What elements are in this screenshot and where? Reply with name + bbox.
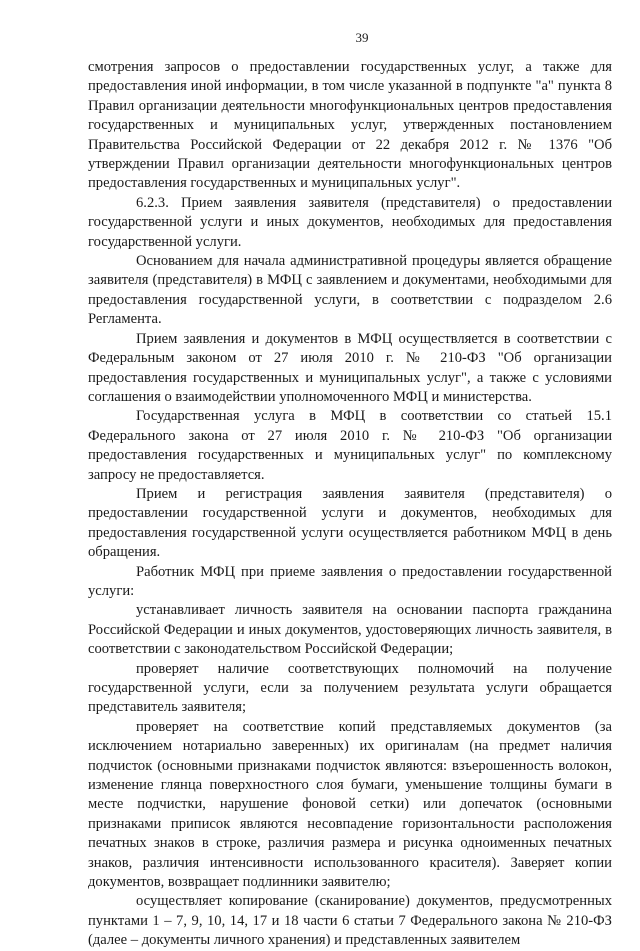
paragraph: проверяет на соответствие копий представляемых документов (за исключением нотариально заверенных) их оригиналам (на предмет наличия подчисток (основными признаками подчисток являются: взъерошенность волокон, изменение глянца поверхностного слоя бумаги, уменьшение толщины бумаги в месте подчистки, нарушение фоновой сетки) или допечаток (основными признаками приписок являются несовпадение горизонтальности расположения печатных знаков в строке, различия размера и рисунка одноименных печатных знаков, различия интенсивности использованного красителя). Заверяет копии документов, возвращает подлинники заявителю; xyxy=(88,718,612,891)
paragraph: устанавливает личность заявителя на основании паспорта гражданина Российской Федерации и иных документов, удостоверяющих личность заявителя, в соответствии с законодательством Российской Федерации; xyxy=(88,602,612,658)
paragraph: Прием заявления и документов в МФЦ осуществляется в соответствии с Федеральным законом от 27 июля 2010 г. № 210-ФЗ "Об организации предоставления государственных и муниципальных услуг", а также с условиями соглашения о взаимодействии уполномоченного МФЦ и министерства. xyxy=(88,330,612,405)
paragraph: проверяет наличие соответствующих полномочий на получение государственной услуги, если за получением результата услуги обращается представитель заявителя; xyxy=(88,660,612,716)
paragraph: Государственная услуга в МФЦ в соответствии со статьей 15.1 Федерального закона от 27 июля 2010 г. № 210-ФЗ "Об организации предоставления государственных и муниципальных услуг" по комплексному запросу не предоставляется. xyxy=(88,408,612,483)
paragraph: 6.2.3. Прием заявления заявителя (представителя) о предоставлении государственной услуги и иных документов, необходимых для предоставления государственной услуги. xyxy=(88,194,612,250)
paragraph: смотрения запросов о предоставлении государственных услуг, а также для предоставления иной информации, в том числе указанной в подпункте "а" пункта 8 Правил организации деятельности многофункциональных центров предоставления государственных и муниципальных услуг, утвержденных постановлением Правительства Российской Федерации от 22 декабря 2012 г. № 1376 "Об утверждении Правил организации деятельности многофункциональных центров предоставления государственных и муниципальных услуг". xyxy=(88,59,612,192)
paragraph: Работник МФЦ при приеме заявления о предоставлении государственной услуги: xyxy=(88,563,612,599)
document-body xyxy=(88,58,612,951)
paragraph: Основанием для начала административной процедуры является обращение заявителя (представителя) в МФЦ с заявлением и документами, необходимыми для предоставления государственной услуги, в соответствии с подразделом 2.6 Регламента. xyxy=(88,253,612,328)
page-number: 39 xyxy=(355,30,369,45)
paragraph: Прием и регистрация заявления заявителя (представителя) о предоставлении государственной услуги и документов, необходимых для предоставления государственной услуги осуществляется работником МФЦ в день обращения. xyxy=(88,485,612,561)
paragraph: осуществляет копирование (сканирование) документов, предусмотренных пунктами 1 – 7, 9, 10, 14, 17 и 18 части 6 статьи 7 Федерального закона № 210-ФЗ (далее – документы личного хранения) и представленных заявителем xyxy=(88,893,612,949)
